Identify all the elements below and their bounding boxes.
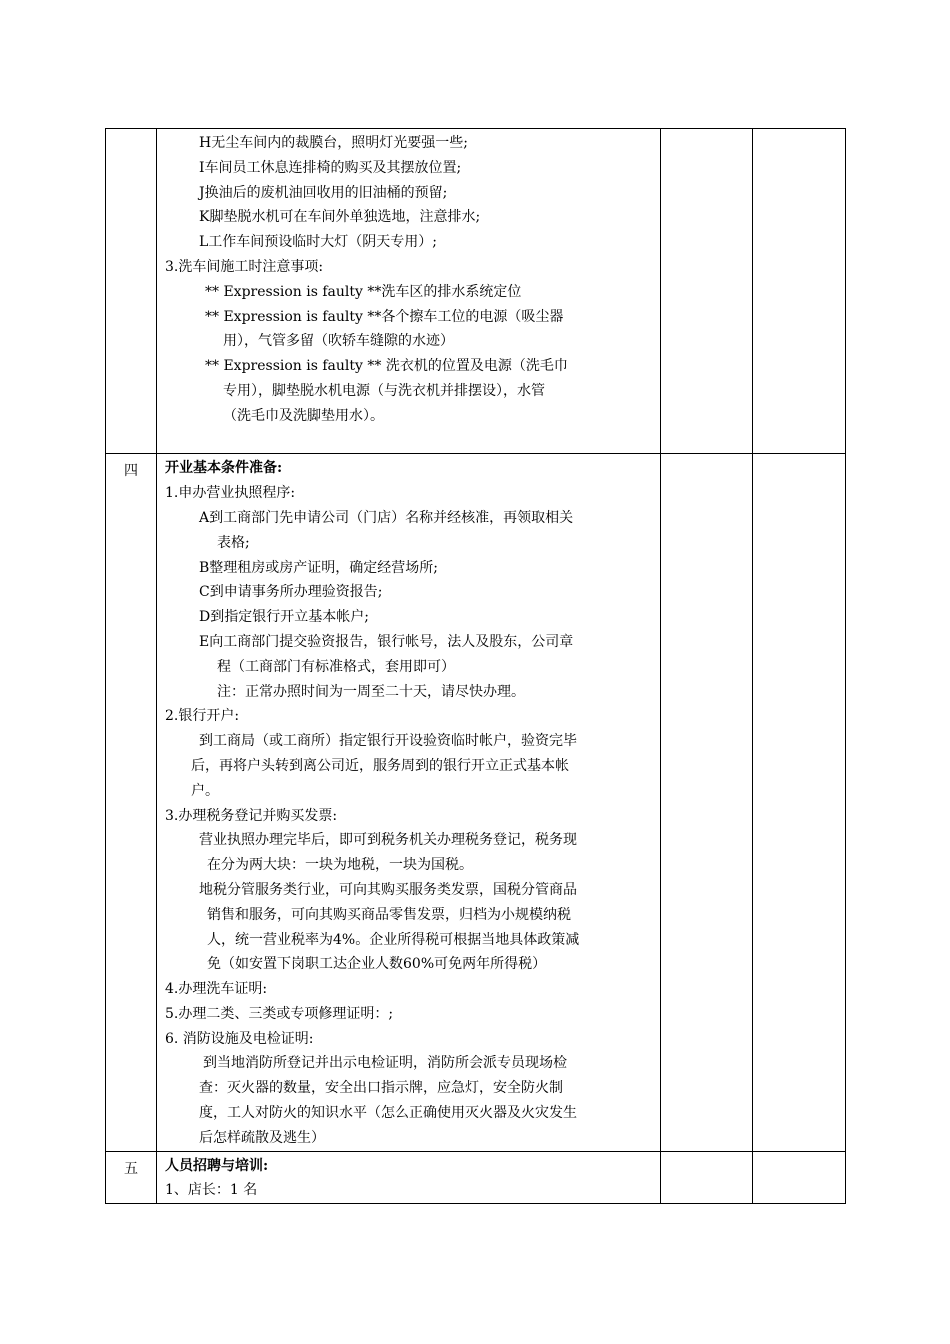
content-line: ** Expression is faulty **各个擦车工位的电源（吸尘器 <box>205 308 564 325</box>
content-line: 注：正常办照时间为一周至二十天，请尽快办理。 <box>217 683 525 700</box>
content-line: A到工商部门先申请公司（门店）名称并经核准，再领取相关 <box>199 509 574 526</box>
table-row <box>106 1151 846 1204</box>
content-line: C到申请事务所办理验资报告; <box>199 584 383 601</box>
content-line: ** Expression is faulty ** 洗衣机的位置及电源（洗毛巾 <box>205 358 568 375</box>
content-line: 地税分管服务类行业，可向其购买服务类发票，国税分管商品 <box>199 881 577 898</box>
content-line: J换油后的废机油回收用的旧油桶的预留; <box>199 184 448 201</box>
content-line: E向工商部门提交验资报告，银行帐号，法人及股东，公司章 <box>199 633 574 650</box>
section-heading: 开业基本条件准备: <box>165 460 283 477</box>
section-number: 五 <box>106 1151 157 1204</box>
remark-cell-a <box>661 1151 753 1204</box>
content-line <box>165 429 652 454</box>
content-line: （洗毛巾及洗脚垫用水）。 <box>223 407 384 424</box>
section-number <box>106 129 157 454</box>
content-line: D到指定银行开立基本帐户; <box>199 609 369 626</box>
remark-cell-b <box>753 129 846 454</box>
content-line: I车间员工休息连排椅的购买及其摆放位置; <box>199 159 462 176</box>
content-line: 人，统一营业税率为4%。企业所得税可根据当地具体政策减 <box>207 931 580 948</box>
content-line: 到当地消防所登记并出示电检证明，消防所会派专员现场检 <box>203 1055 567 1072</box>
content-line: 用），气管多留（吹轿车缝隙的水迹） <box>223 333 454 350</box>
content-line: 后，再将户头转到离公司近，服务周到的银行开立正式基本帐 <box>191 757 569 774</box>
content-line: 3.洗车间施工时注意事项: <box>165 258 324 275</box>
content-line: B整理租房或房产证明，确定经营场所; <box>199 559 439 576</box>
table-row <box>106 129 846 454</box>
content-line: 程（工商部门有标准格式，套用即可） <box>217 658 455 675</box>
table-row <box>106 454 846 1151</box>
content-line: 4.办理洗车证明: <box>165 981 268 998</box>
section-number: 四 <box>106 454 157 1151</box>
content-line: 1.申办营业执照程序: <box>165 485 296 502</box>
plan-table <box>105 128 846 1204</box>
content-line: 免（如安置下岗职工达企业人数60%可免两年所得税） <box>207 956 547 973</box>
content-line: 户。 <box>191 782 219 799</box>
remark-cell-a <box>661 454 753 1151</box>
content-line: 在分为两大块：一块为地税，一块为国税。 <box>207 857 473 874</box>
content-line: 3.办理税务登记并购买发票: <box>165 807 338 824</box>
content-line: K脚垫脱水机可在车间外单独选地，注意排水; <box>199 209 481 226</box>
content-line: 度，工人对防火的知识水平（怎么正确使用灭火器及火灾发生 <box>199 1105 577 1122</box>
content-line: H无尘车间内的裁膜台，照明灯光要强一些; <box>199 135 468 151</box>
remark-cell-a <box>661 129 753 454</box>
content-line: 6. 消防设施及电检证明: <box>165 1030 314 1047</box>
content-line: 到工商局（或工商所）指定银行开设验资临时帐户，验资完毕 <box>199 733 577 750</box>
content-line: 营业执照办理完毕后，即可到税务机关办理税务登记，税务现 <box>199 832 577 849</box>
content-line: L工作车间预设临时大灯（阴天专用）; <box>199 234 438 251</box>
content-line: 销售和服务，可向其购买商品零售发票，归档为小规模纳税 <box>207 906 571 923</box>
remark-cell-b <box>753 454 846 1151</box>
content-line: 1、店长：1 名 <box>165 1182 258 1199</box>
content-line: 后怎样疏散及逃生） <box>199 1129 325 1146</box>
content-line: 表格; <box>217 534 250 551</box>
content-line: 2.银行开户: <box>165 708 240 725</box>
section-heading: 人员招聘与培训: <box>165 1157 269 1174</box>
content-line: ** Expression is faulty **洗车区的排水系统定位 <box>205 283 522 300</box>
content-line: 专用），脚垫脱水机电源（与洗衣机并排摆设），水管 <box>223 382 545 399</box>
content-line: 5.办理二类、三类或专项修理证明：; <box>165 1005 394 1022</box>
section-content <box>157 1151 661 1204</box>
section-content <box>157 454 661 1151</box>
content-line: 查：灭火器的数量，安全出口指示牌，应急灯，安全防火制 <box>199 1080 563 1097</box>
section-content <box>157 129 661 454</box>
remark-cell-b <box>753 1151 846 1204</box>
